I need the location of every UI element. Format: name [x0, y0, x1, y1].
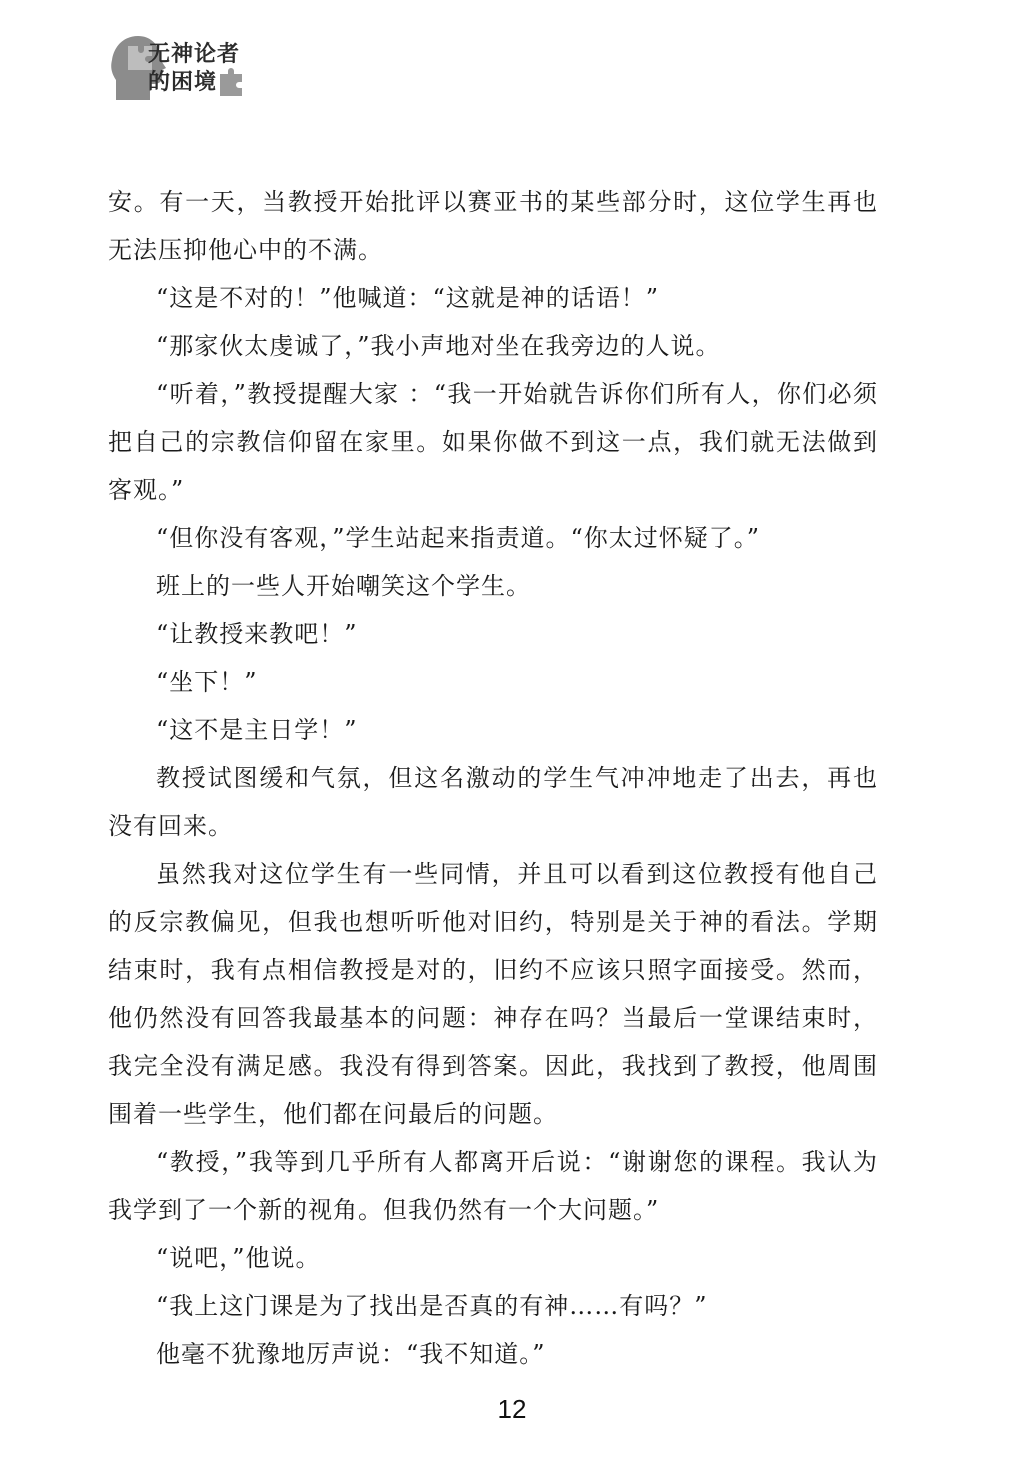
paragraph: “这不是主日学！”	[156, 716, 358, 744]
paragraph: “我上这门课是为了找出是否真的有神……有吗？”	[156, 1292, 708, 1320]
paragraph: 他毫不犹豫地厉声说：“我不知道。”	[156, 1340, 546, 1368]
paragraph: “说吧，”他说。	[156, 1244, 321, 1272]
book-header-logo	[110, 28, 270, 108]
head-puzzle-icon	[110, 28, 270, 108]
paragraph: 班上的一些人开始嘲笑这个学生。	[156, 572, 531, 600]
page-number: 12	[497, 1394, 527, 1424]
paragraph: “那家伙太虔诚了，”我小声地对坐在我旁边的人说。	[156, 332, 721, 360]
paragraph: “但你没有客观，”学生站起来指责道。“你太过怀疑了。”	[156, 524, 761, 552]
paragraph: “听着，”教授提醒大家 ：“我一开始就告诉你们所有人，你们必须把自己的宗教信仰留在家里。如果你做不到这一点，我们就无法做到客观。”	[108, 380, 878, 504]
book-title-line2: 的困境	[148, 70, 218, 95]
book-title-line1: 无神论者	[148, 42, 241, 67]
paragraph: “坐下！”	[156, 668, 258, 696]
paragraph: “教授，”我等到几乎所有人都离开后说：“谢谢您的课程。我认为我学到了一个新的视角。但我仍然有一个大问题。”	[108, 1148, 878, 1224]
paragraph: 虽然我对这位学生有一些同情，并且可以看到这位教授有他自己的反宗教偏见，但我也想听听他对旧约，特别是关于神的看法。学期结束时，我有点相信教授是对的，旧约不应该只照字面接受。然而，他仍然没有回答我最基本的问题：神存在吗？当最后一堂课结束时，我完全没有满足感。我没有得到答案。因此，我找到了教授，他周围围着一些学生，他们都在问最后的问题。	[108, 860, 878, 1128]
paragraph: 教授试图缓和气氛，但这名激动的学生气冲冲地走了出去，再也没有回来。	[108, 764, 878, 840]
paragraph: 安。有一天，当教授开始批评以赛亚书的某些部分时，这位学生再也无法压抑他心中的不满。	[108, 188, 878, 264]
page-body	[108, 178, 878, 1378]
paragraph: “让教授来教吧！”	[156, 620, 358, 648]
paragraph: “这是不对的！”他喊道：“这就是神的话语！”	[156, 284, 660, 312]
